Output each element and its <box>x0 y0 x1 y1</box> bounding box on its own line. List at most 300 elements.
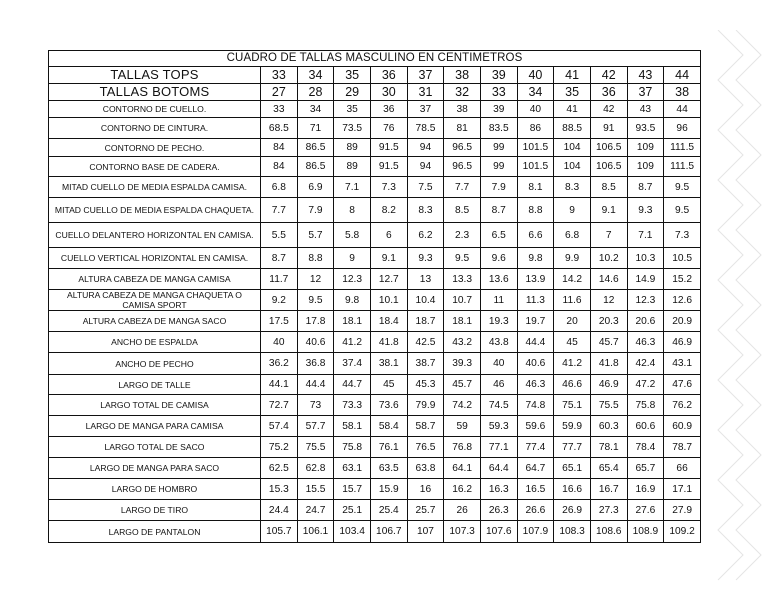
size-header-cell: 29 <box>334 84 371 101</box>
table-row <box>49 290 701 311</box>
measurement-cell: 58.4 <box>370 416 407 437</box>
table-row <box>49 118 701 139</box>
measurement-cell: 73 <box>297 395 334 416</box>
measurement-cell: 6.9 <box>297 177 334 198</box>
measurement-cell: 76.1 <box>370 437 407 458</box>
measurement-cell: 60.9 <box>664 416 701 437</box>
measurement-cell: 41.8 <box>370 332 407 353</box>
measurement-cell: 38.7 <box>407 353 444 375</box>
measurement-cell: 40.6 <box>517 353 554 375</box>
measurement-cell: 75.8 <box>627 395 664 416</box>
measurement-cell: 10.5 <box>664 248 701 269</box>
measurement-label: CONTORNO DE PECHO. <box>49 139 261 157</box>
measurement-cell: 46.9 <box>664 332 701 353</box>
measurement-cell: 8.7 <box>480 198 517 223</box>
size-header-cell: 31 <box>407 84 444 101</box>
measurement-cell: 7.7 <box>261 198 298 223</box>
measurement-cell: 88.5 <box>554 118 591 139</box>
measurement-cell: 33 <box>261 101 298 118</box>
measurement-cell: 75.1 <box>554 395 591 416</box>
table-row <box>49 437 701 458</box>
measurement-cell: 9.1 <box>370 248 407 269</box>
size-header-cell: 36 <box>370 67 407 84</box>
measurement-label: MITAD CUELLO DE MEDIA ESPALDA CAMISA. <box>49 177 261 198</box>
measurement-cell: 45 <box>554 332 591 353</box>
measurement-cell: 57.4 <box>261 416 298 437</box>
measurement-cell: 16.3 <box>480 479 517 500</box>
measurement-cell: 20.6 <box>627 311 664 332</box>
measurement-cell: 75.5 <box>590 395 627 416</box>
measurement-cell: 78.4 <box>627 437 664 458</box>
measurement-cell: 19.7 <box>517 311 554 332</box>
measurement-cell: 11 <box>480 290 517 311</box>
size-header-label: TALLAS BOTOMS <box>49 84 261 101</box>
measurement-cell: 111.5 <box>664 157 701 177</box>
measurement-cell: 89 <box>334 139 371 157</box>
measurement-cell: 41.8 <box>590 353 627 375</box>
measurement-cell: 5.8 <box>334 223 371 248</box>
measurement-cell: 81 <box>444 118 481 139</box>
table-row <box>49 332 701 353</box>
measurement-cell: 63.8 <box>407 458 444 479</box>
measurement-cell: 108.3 <box>554 521 591 543</box>
measurement-cell: 45.3 <box>407 375 444 395</box>
measurement-cell: 75.8 <box>334 437 371 458</box>
size-header-cell: 41 <box>554 67 591 84</box>
measurement-cell: 10.1 <box>370 290 407 311</box>
measurement-label: LARGO DE MANGA PARA CAMISA <box>49 416 261 437</box>
measurement-cell: 15.5 <box>297 479 334 500</box>
measurement-cell: 8.2 <box>370 198 407 223</box>
measurement-cell: 44.1 <box>261 375 298 395</box>
measurement-cell: 91.5 <box>370 139 407 157</box>
measurement-cell: 47.2 <box>627 375 664 395</box>
measurement-cell: 8.1 <box>517 177 554 198</box>
size-header-cell: 40 <box>517 67 554 84</box>
measurement-cell: 24.4 <box>261 500 298 521</box>
size-header-cell: 36 <box>590 84 627 101</box>
measurement-cell: 77.7 <box>554 437 591 458</box>
measurement-cell: 12.6 <box>664 290 701 311</box>
measurement-cell: 38.1 <box>370 353 407 375</box>
size-chart-table <box>48 50 701 543</box>
measurement-cell: 73.5 <box>334 118 371 139</box>
measurement-cell: 41.2 <box>334 332 371 353</box>
measurement-cell: 107.6 <box>480 521 517 543</box>
measurement-cell: 8.3 <box>554 177 591 198</box>
measurement-label: LARGO DE PANTALON <box>49 521 261 543</box>
measurement-cell: 71 <box>297 118 334 139</box>
measurement-cell: 35 <box>334 101 371 118</box>
table-row <box>49 416 701 437</box>
measurement-cell: 15.7 <box>334 479 371 500</box>
measurement-cell: 64.1 <box>444 458 481 479</box>
measurement-cell: 63.5 <box>370 458 407 479</box>
measurement-cell: 8 <box>334 198 371 223</box>
table-row <box>49 521 701 543</box>
measurement-cell: 105.7 <box>261 521 298 543</box>
size-header-cell: 33 <box>480 84 517 101</box>
measurement-cell: 74.5 <box>480 395 517 416</box>
measurement-cell: 5.5 <box>261 223 298 248</box>
measurement-cell: 39 <box>480 101 517 118</box>
measurement-cell: 26.6 <box>517 500 554 521</box>
measurement-cell: 91 <box>590 118 627 139</box>
measurement-cell: 83.5 <box>480 118 517 139</box>
size-header-cell: 37 <box>407 67 444 84</box>
measurement-cell: 7.1 <box>627 223 664 248</box>
measurement-cell: 6.8 <box>261 177 298 198</box>
measurement-cell: 94 <box>407 157 444 177</box>
measurement-cell: 9 <box>334 248 371 269</box>
measurement-cell: 108.6 <box>590 521 627 543</box>
measurement-cell: 42 <box>590 101 627 118</box>
size-chart-sheet <box>48 50 701 543</box>
measurement-cell: 46 <box>480 375 517 395</box>
measurement-cell: 13.9 <box>517 269 554 290</box>
measurement-cell: 18.4 <box>370 311 407 332</box>
measurement-cell: 36 <box>370 101 407 118</box>
measurement-cell: 60.6 <box>627 416 664 437</box>
measurement-cell: 25.7 <box>407 500 444 521</box>
measurement-cell: 64.7 <box>517 458 554 479</box>
measurement-cell: 64.4 <box>480 458 517 479</box>
size-header-cell: 28 <box>297 84 334 101</box>
measurement-cell: 43 <box>627 101 664 118</box>
measurement-cell: 43.1 <box>664 353 701 375</box>
measurement-cell: 38 <box>444 101 481 118</box>
measurement-cell: 74.2 <box>444 395 481 416</box>
measurement-cell: 8.7 <box>627 177 664 198</box>
measurement-cell: 103.4 <box>334 521 371 543</box>
measurement-cell: 13.3 <box>444 269 481 290</box>
measurement-label: LARGO DE TIRO <box>49 500 261 521</box>
measurement-label: CONTORNO DE CINTURA. <box>49 118 261 139</box>
measurement-cell: 96.5 <box>444 139 481 157</box>
measurement-cell: 7.5 <box>407 177 444 198</box>
measurement-cell: 40 <box>261 332 298 353</box>
measurement-cell: 45.7 <box>444 375 481 395</box>
measurement-cell: 5.7 <box>297 223 334 248</box>
decorative-chevron-pattern <box>698 30 768 590</box>
measurement-cell: 40.6 <box>297 332 334 353</box>
measurement-cell: 40 <box>517 101 554 118</box>
measurement-cell: 12 <box>297 269 334 290</box>
measurement-label: ANCHO DE ESPALDA <box>49 332 261 353</box>
measurement-cell: 68.5 <box>261 118 298 139</box>
measurement-cell: 12.3 <box>334 269 371 290</box>
measurement-label: MITAD CUELLO DE MEDIA ESPALDA CHAQUETA. <box>49 198 261 223</box>
measurement-cell: 11.3 <box>517 290 554 311</box>
measurement-cell: 6.5 <box>480 223 517 248</box>
measurement-cell: 45 <box>370 375 407 395</box>
measurement-cell: 86.5 <box>297 139 334 157</box>
measurement-cell: 44 <box>664 101 701 118</box>
measurement-label: ALTURA CABEZA DE MANGA CAMISA <box>49 269 261 290</box>
table-row <box>49 353 701 375</box>
measurement-cell: 16.2 <box>444 479 481 500</box>
measurement-cell: 8.5 <box>444 198 481 223</box>
measurement-cell: 8.8 <box>517 198 554 223</box>
measurement-cell: 46.6 <box>554 375 591 395</box>
measurement-cell: 14.9 <box>627 269 664 290</box>
measurement-cell: 16.6 <box>554 479 591 500</box>
measurement-cell: 12.7 <box>370 269 407 290</box>
measurement-cell: 47.6 <box>664 375 701 395</box>
measurement-label: LARGO DE HOMBRO <box>49 479 261 500</box>
measurement-cell: 9.5 <box>297 290 334 311</box>
measurement-cell: 26.9 <box>554 500 591 521</box>
measurement-cell: 46.9 <box>590 375 627 395</box>
measurement-cell: 89 <box>334 157 371 177</box>
measurement-cell: 9.3 <box>627 198 664 223</box>
measurement-label: CUELLO VERTICAL HORIZONTAL EN CAMISA. <box>49 248 261 269</box>
measurement-cell: 9.8 <box>517 248 554 269</box>
measurement-label: CONTORNO BASE DE CADERA. <box>49 157 261 177</box>
measurement-label: ALTURA CABEZA DE MANGA SACO <box>49 311 261 332</box>
measurement-cell: 59 <box>444 416 481 437</box>
measurement-cell: 27.3 <box>590 500 627 521</box>
measurement-cell: 99 <box>480 157 517 177</box>
measurement-cell: 44.4 <box>297 375 334 395</box>
measurement-cell: 7 <box>590 223 627 248</box>
measurement-cell: 86 <box>517 118 554 139</box>
measurement-cell: 104 <box>554 157 591 177</box>
measurement-cell: 20.9 <box>664 311 701 332</box>
measurement-label: ANCHO DE PECHO <box>49 353 261 375</box>
measurement-cell: 96 <box>664 118 701 139</box>
measurement-cell: 74.8 <box>517 395 554 416</box>
size-header-cell: 27 <box>261 84 298 101</box>
measurement-cell: 43.2 <box>444 332 481 353</box>
size-header-cell: 33 <box>261 67 298 84</box>
measurement-cell: 9.8 <box>334 290 371 311</box>
measurement-cell: 77.4 <box>517 437 554 458</box>
measurement-cell: 18.1 <box>334 311 371 332</box>
table-row <box>49 269 701 290</box>
measurement-cell: 14.6 <box>590 269 627 290</box>
measurement-cell: 43.8 <box>480 332 517 353</box>
measurement-cell: 8.3 <box>407 198 444 223</box>
measurement-cell: 26 <box>444 500 481 521</box>
size-header-cell: 43 <box>627 67 664 84</box>
measurement-cell: 106.5 <box>590 139 627 157</box>
measurement-cell: 42.5 <box>407 332 444 353</box>
measurement-cell: 8.8 <box>297 248 334 269</box>
measurement-cell: 16.9 <box>627 479 664 500</box>
size-header-cell: 34 <box>297 67 334 84</box>
size-header-cell: 35 <box>334 67 371 84</box>
measurement-cell: 19.3 <box>480 311 517 332</box>
measurement-cell: 14.2 <box>554 269 591 290</box>
measurement-cell: 15.3 <box>261 479 298 500</box>
measurement-cell: 41 <box>554 101 591 118</box>
measurement-cell: 6.6 <box>517 223 554 248</box>
measurement-cell: 73.6 <box>370 395 407 416</box>
size-header-cell: 39 <box>480 67 517 84</box>
measurement-cell: 40 <box>480 353 517 375</box>
measurement-cell: 9.5 <box>444 248 481 269</box>
measurement-cell: 13.6 <box>480 269 517 290</box>
measurement-cell: 10.3 <box>627 248 664 269</box>
measurement-cell: 9.5 <box>664 198 701 223</box>
size-header-cell: 38 <box>664 84 701 101</box>
measurement-cell: 7.9 <box>480 177 517 198</box>
size-header-cell: 34 <box>517 84 554 101</box>
measurement-cell: 18.1 <box>444 311 481 332</box>
measurement-cell: 107 <box>407 521 444 543</box>
table-row <box>49 458 701 479</box>
table-row <box>49 101 701 118</box>
measurement-cell: 106.7 <box>370 521 407 543</box>
measurement-cell: 39.3 <box>444 353 481 375</box>
measurement-cell: 20.3 <box>590 311 627 332</box>
measurement-cell: 41.2 <box>554 353 591 375</box>
table-row <box>49 157 701 177</box>
measurement-cell: 106.5 <box>590 157 627 177</box>
measurement-cell: 26.3 <box>480 500 517 521</box>
measurement-cell: 109.2 <box>664 521 701 543</box>
measurement-cell: 84 <box>261 139 298 157</box>
table-row <box>49 198 701 223</box>
measurement-label: LARGO TOTAL DE CAMISA <box>49 395 261 416</box>
measurement-cell: 62.5 <box>261 458 298 479</box>
measurement-cell: 75.5 <box>297 437 334 458</box>
table-row <box>49 500 701 521</box>
table-row <box>49 375 701 395</box>
measurement-cell: 24.7 <box>297 500 334 521</box>
measurement-cell: 20 <box>554 311 591 332</box>
measurement-cell: 9.1 <box>590 198 627 223</box>
measurement-cell: 109 <box>627 139 664 157</box>
size-header-cell: 38 <box>444 67 481 84</box>
measurement-cell: 101.5 <box>517 139 554 157</box>
measurement-cell: 45.7 <box>590 332 627 353</box>
measurement-cell: 86.5 <box>297 157 334 177</box>
measurement-cell: 65.1 <box>554 458 591 479</box>
measurement-cell: 11.7 <box>261 269 298 290</box>
measurement-cell: 15.2 <box>664 269 701 290</box>
table-row <box>49 223 701 248</box>
measurement-cell: 10.2 <box>590 248 627 269</box>
measurement-cell: 104 <box>554 139 591 157</box>
measurement-cell: 12.3 <box>627 290 664 311</box>
measurement-cell: 6 <box>370 223 407 248</box>
measurement-cell: 13 <box>407 269 444 290</box>
measurement-cell: 7.9 <box>297 198 334 223</box>
size-header-cell: 35 <box>554 84 591 101</box>
measurement-cell: 58.7 <box>407 416 444 437</box>
measurement-cell: 9.2 <box>261 290 298 311</box>
measurement-cell: 2.3 <box>444 223 481 248</box>
table-row <box>49 311 701 332</box>
measurement-cell: 111.5 <box>664 139 701 157</box>
measurement-cell: 59.6 <box>517 416 554 437</box>
size-header-row <box>49 84 701 101</box>
table-row <box>49 139 701 157</box>
measurement-cell: 75.2 <box>261 437 298 458</box>
size-header-cell: 30 <box>370 84 407 101</box>
measurement-cell: 44.7 <box>334 375 371 395</box>
measurement-cell: 16.5 <box>517 479 554 500</box>
measurement-cell: 36.2 <box>261 353 298 375</box>
measurement-cell: 27.9 <box>664 500 701 521</box>
measurement-cell: 107.9 <box>517 521 554 543</box>
measurement-cell: 76.5 <box>407 437 444 458</box>
measurement-label: LARGO DE MANGA PARA SACO <box>49 458 261 479</box>
measurement-cell: 42.4 <box>627 353 664 375</box>
measurement-cell: 72.7 <box>261 395 298 416</box>
measurement-label: LARGO TOTAL DE SACO <box>49 437 261 458</box>
measurement-cell: 46.3 <box>517 375 554 395</box>
size-header-label: TALLAS TOPS <box>49 67 261 84</box>
measurement-cell: 9.6 <box>480 248 517 269</box>
measurement-cell: 27.6 <box>627 500 664 521</box>
measurement-cell: 59.3 <box>480 416 517 437</box>
measurement-cell: 66 <box>664 458 701 479</box>
measurement-cell: 9.5 <box>664 177 701 198</box>
measurement-cell: 101.5 <box>517 157 554 177</box>
measurement-cell: 106.1 <box>297 521 334 543</box>
measurement-cell: 60.3 <box>590 416 627 437</box>
measurement-cell: 108.9 <box>627 521 664 543</box>
measurement-cell: 58.1 <box>334 416 371 437</box>
table-row <box>49 248 701 269</box>
measurement-label: CUELLO DELANTERO HORIZONTAL EN CAMISA. <box>49 223 261 248</box>
measurement-cell: 12 <box>590 290 627 311</box>
measurement-cell: 7.7 <box>444 177 481 198</box>
size-header-cell: 32 <box>444 84 481 101</box>
measurement-cell: 8.5 <box>590 177 627 198</box>
measurement-cell: 10.7 <box>444 290 481 311</box>
measurement-cell: 44.4 <box>517 332 554 353</box>
measurement-cell: 107.3 <box>444 521 481 543</box>
measurement-cell: 57.7 <box>297 416 334 437</box>
measurement-cell: 18.7 <box>407 311 444 332</box>
measurement-cell: 63.1 <box>334 458 371 479</box>
measurement-cell: 79.9 <box>407 395 444 416</box>
measurement-cell: 34 <box>297 101 334 118</box>
measurement-label: LARGO DE TALLE <box>49 375 261 395</box>
measurement-cell: 7.3 <box>370 177 407 198</box>
measurement-cell: 6.2 <box>407 223 444 248</box>
measurement-cell: 99 <box>480 139 517 157</box>
table-title: CUADRO DE TALLAS MASCULINO EN CENTIMETROS <box>49 51 701 67</box>
measurement-cell: 78.7 <box>664 437 701 458</box>
measurement-cell: 94 <box>407 139 444 157</box>
measurement-cell: 9.9 <box>554 248 591 269</box>
measurement-label: ALTURA CABEZA DE MANGA CHAQUETA O CAMISA SPORT <box>49 290 261 311</box>
size-header-cell: 37 <box>627 84 664 101</box>
measurement-cell: 17.1 <box>664 479 701 500</box>
measurement-cell: 16 <box>407 479 444 500</box>
measurement-cell: 25.1 <box>334 500 371 521</box>
measurement-cell: 10.4 <box>407 290 444 311</box>
measurement-cell: 91.5 <box>370 157 407 177</box>
measurement-cell: 46.3 <box>627 332 664 353</box>
measurement-cell: 37.4 <box>334 353 371 375</box>
table-row <box>49 395 701 416</box>
measurement-cell: 9 <box>554 198 591 223</box>
measurement-cell: 78.5 <box>407 118 444 139</box>
measurement-cell: 9.3 <box>407 248 444 269</box>
measurement-cell: 109 <box>627 157 664 177</box>
size-header-cell: 42 <box>590 67 627 84</box>
measurement-cell: 16.7 <box>590 479 627 500</box>
measurement-cell: 84 <box>261 157 298 177</box>
size-header-cell: 44 <box>664 67 701 84</box>
measurement-label: CONTORNO DE CUELLO. <box>49 101 261 118</box>
